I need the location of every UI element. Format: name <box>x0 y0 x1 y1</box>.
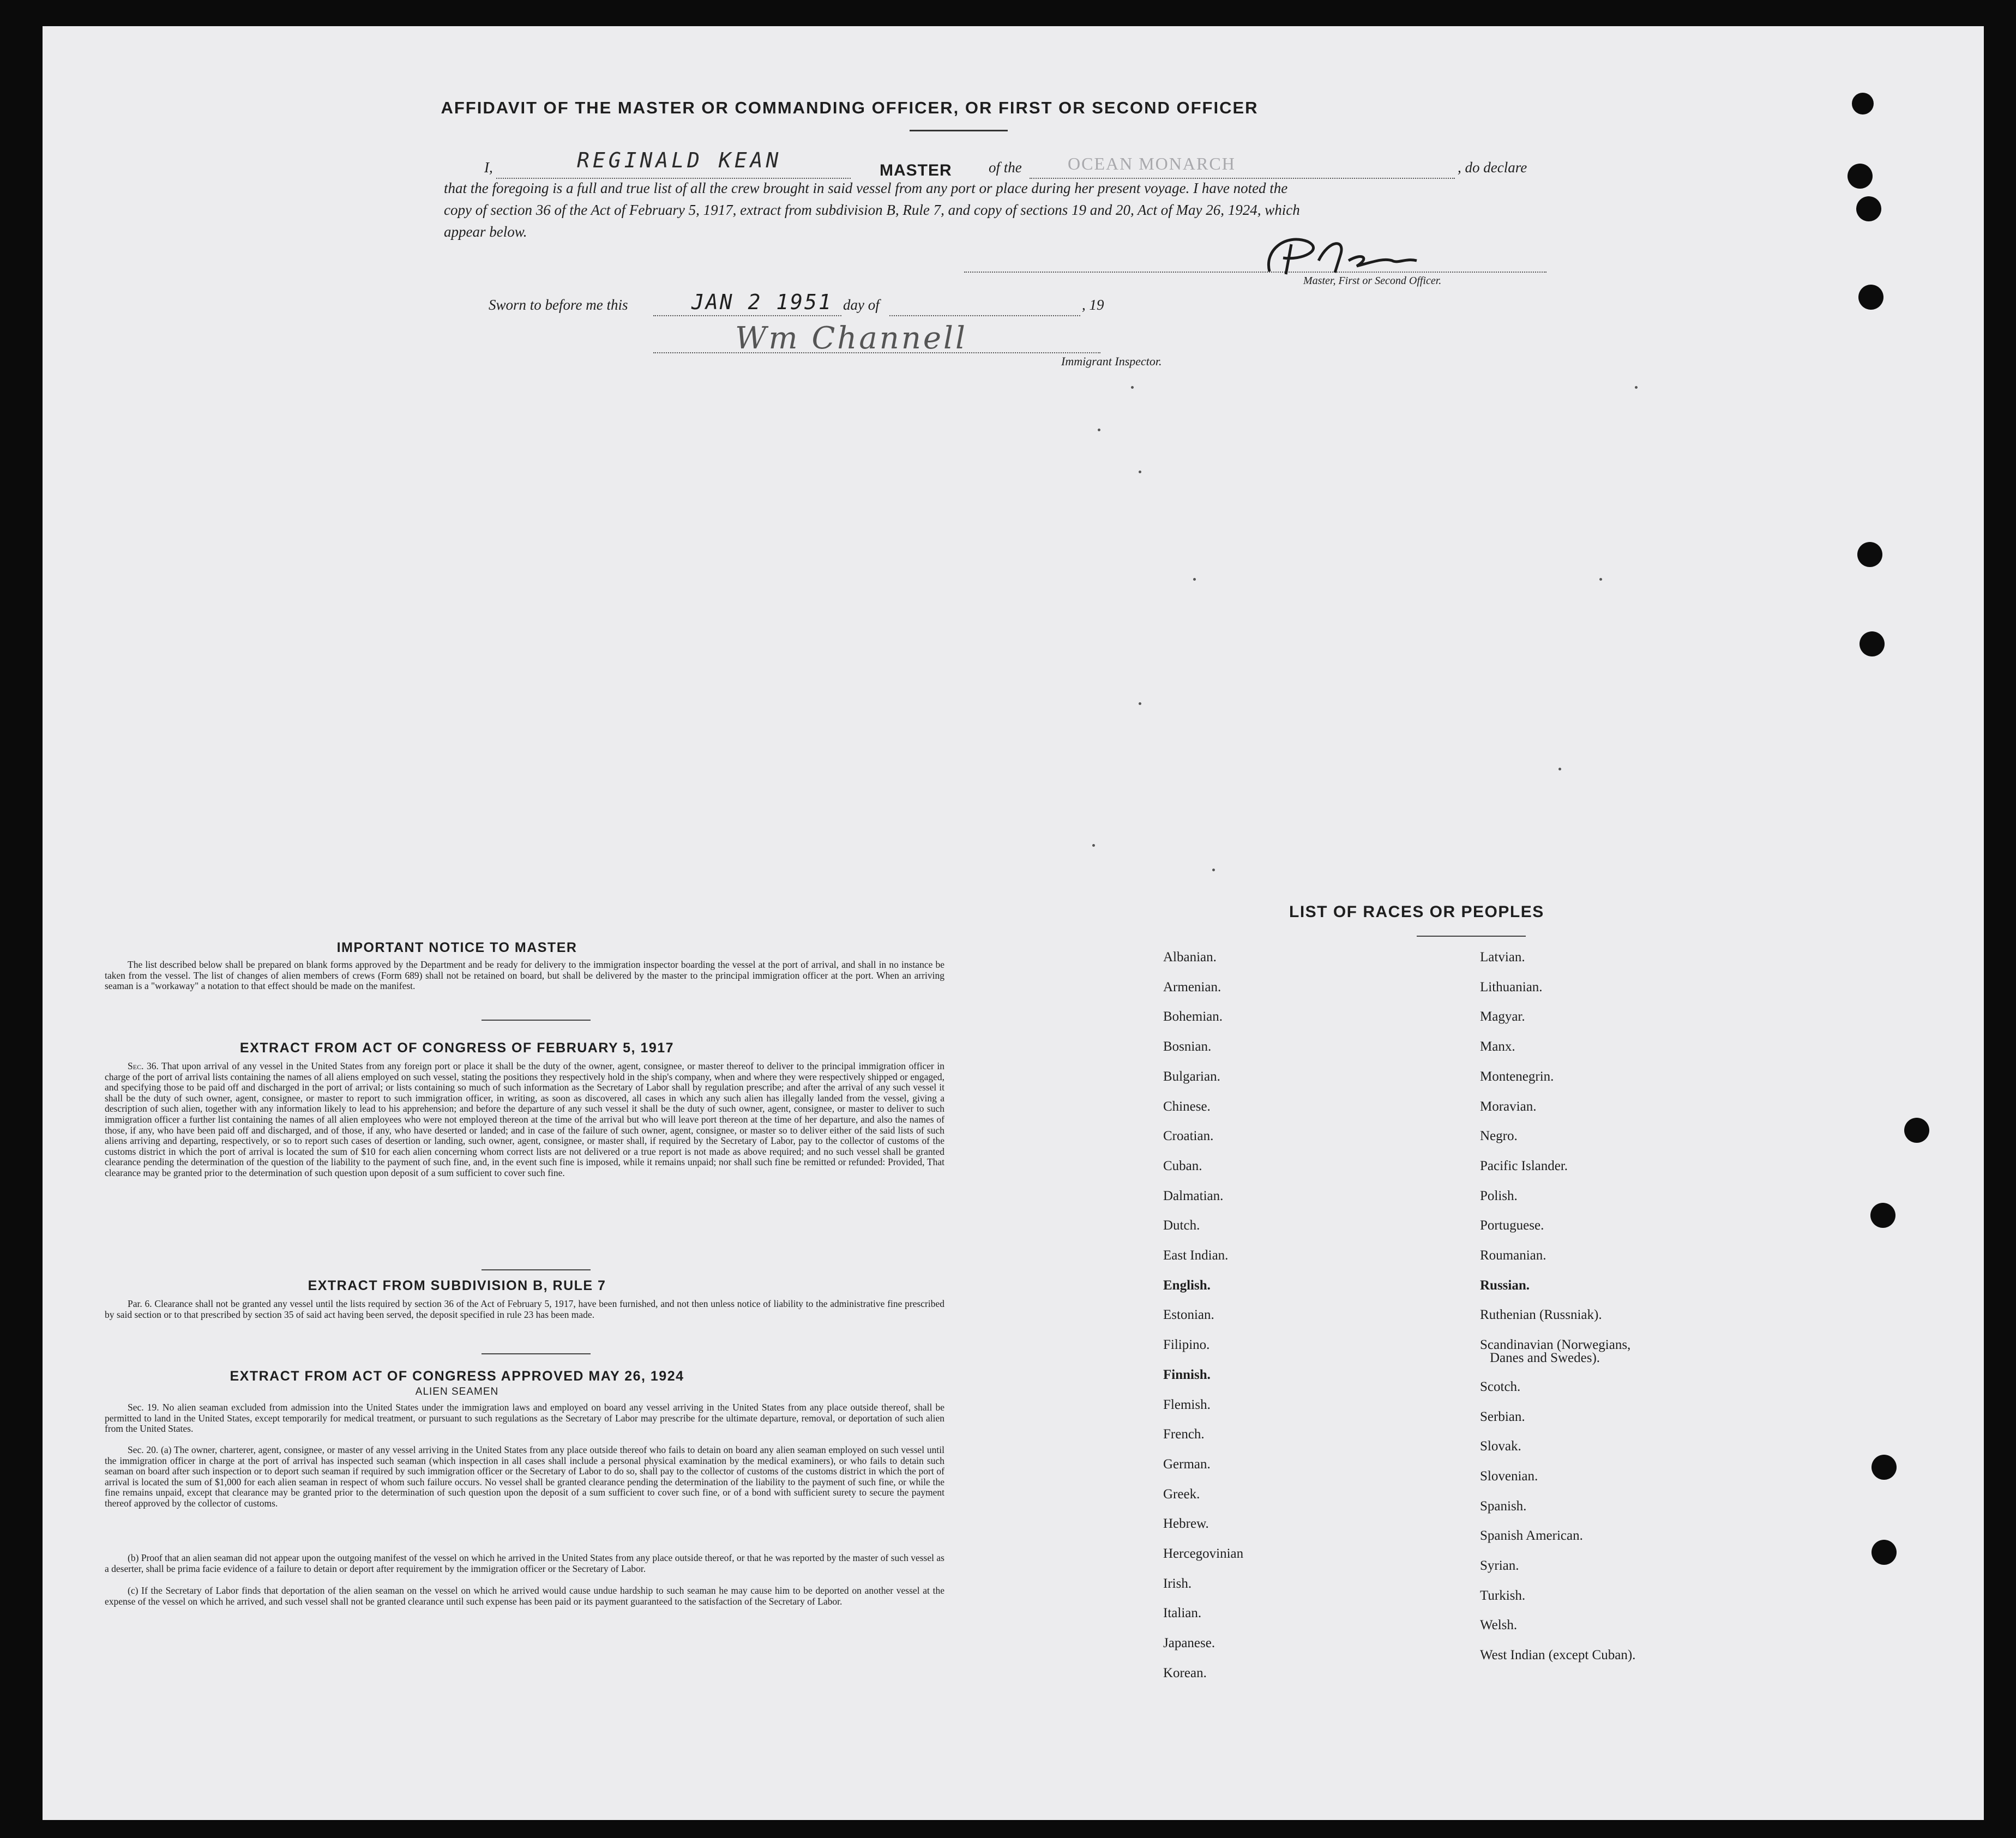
officer-name: REGINALD KEAN <box>577 148 782 172</box>
race-item: Lithuanian. <box>1480 980 1543 995</box>
notice-text: The list described below shall be prepared on blank forms approved by the Department and be ready for delivery to the immigration inspector boarding the vessel at the port of arrival, and shall in no instance be taken from the vessel. The list of changes of alien members of crews (Form 689) shall not be retained on board, but shall be delivered by the master to the principal immigration officer at the port. When an arriving seaman is a "workaway" a notation to that effect should be made on the manifest. <box>105 959 944 992</box>
race-item: Roumanian. <box>1480 1248 1546 1263</box>
race-item: Filipino. <box>1163 1337 1210 1352</box>
race-item: Turkish. <box>1480 1588 1526 1603</box>
do-declare-label: , do declare <box>1458 159 1527 176</box>
rule7-text: Par. 6. Clearance shall not be granted any vessel until the lists required by section 36 of the Act of February 5, 1917, have been furnished, and not then unless notice of liability to the administrative fine prescribed by said section or to that prescribed by section 35 of said act having been served, the deposit specified in rule 23 has been made. <box>105 1298 944 1320</box>
race-item: Croatian. <box>1163 1129 1214 1143</box>
year-prefix: , 19 <box>1082 297 1104 313</box>
race-item: East Indian. <box>1163 1248 1229 1263</box>
race-item: Manx. <box>1480 1039 1515 1054</box>
notice-heading: IMPORTANT NOTICE TO MASTER <box>336 940 577 955</box>
vessel-blank <box>1030 178 1455 179</box>
punch-hole <box>1871 1540 1897 1565</box>
race-item: Magyar. <box>1480 1009 1525 1024</box>
rule7-heading: EXTRACT FROM SUBDIVISION B, RULE 7 <box>308 1278 606 1293</box>
race-item: Estonian. <box>1163 1307 1214 1322</box>
race-item: Cuban. <box>1163 1159 1202 1173</box>
race-scandinavian-continued: Danes and Swedes). <box>1490 1351 1600 1365</box>
race-item: Chinese. <box>1163 1099 1211 1114</box>
race-item: Dalmatian. <box>1163 1189 1224 1203</box>
extract-1917-heading: EXTRACT FROM ACT OF CONGRESS OF FEBRUARY 5, 1917 <box>239 1040 675 1056</box>
race-item: Welsh. <box>1480 1618 1518 1632</box>
declaration-line-3: copy of section 36 of the Act of February 5, 1917, extract from subdivision B, Rule 7, and copy of sections 19 and 20, Act of May 26, 1924, which <box>444 202 1300 218</box>
document-page <box>43 26 1984 1820</box>
race-item: Pacific Islander. <box>1480 1159 1568 1173</box>
race-item: Scandinavian (Norwegians, <box>1480 1337 1631 1352</box>
race-item: Japanese. <box>1163 1636 1215 1650</box>
race-item: Hebrew. <box>1163 1516 1209 1531</box>
punch-hole <box>1904 1118 1929 1143</box>
signer-caption: Master, First or Second Officer. <box>1303 275 1442 287</box>
day-blank <box>653 315 841 316</box>
race-item: West Indian (except Cuban). <box>1480 1648 1636 1662</box>
race-item: Russian. <box>1480 1278 1530 1293</box>
sec-36-label: Sec. 36. <box>128 1060 159 1071</box>
sec-19-text: Sec. 19. No alien seaman excluded from admission into the United States under the immigration laws and employed on board any vessel arriving in the United States from any place outside thereof, shall be permitted to land in the United States, except temporarily for medical treatment, or pursuant to such regulations as the Secretary of Labor may prescribe for the ultimate departure, removal, or deportation of such alien from the United States. <box>105 1402 944 1435</box>
races-divider <box>1417 936 1526 937</box>
race-item: Portuguese. <box>1480 1218 1544 1233</box>
declaration-line-4: appear below. <box>444 224 527 240</box>
race-item: Scotch. <box>1480 1379 1521 1394</box>
of-the-label: of the <box>989 159 1022 176</box>
master-signature-mark <box>1253 228 1428 282</box>
punch-hole <box>1871 1455 1897 1480</box>
name-blank <box>496 178 851 179</box>
race-item: Irish. <box>1163 1576 1192 1591</box>
punch-hole <box>1857 542 1882 567</box>
sec-20c-text: (c) If the Secretary of Labor finds that deportation of the alien seaman on the vessel on which he arrived would cause undue hardship to such seaman he may cause him to be deported on another vessel at the expense of the vessel on which he arrived, and such vessel shall not be granted clearance until such expense has been paid or its payment guaranteed to the satisfaction of the Secretary of Labor. <box>105 1585 944 1607</box>
race-item: Armenian. <box>1163 980 1221 995</box>
race-item: Latvian. <box>1480 950 1525 965</box>
race-item: Hercegovinian <box>1163 1546 1244 1561</box>
race-item: Flemish. <box>1163 1397 1211 1412</box>
race-item: English. <box>1163 1278 1211 1293</box>
punch-hole <box>1858 285 1883 310</box>
month-blank <box>889 315 1080 316</box>
race-item: Ruthenian (Russniak). <box>1480 1307 1602 1322</box>
extract-1924-heading: EXTRACT FROM ACT OF CONGRESS APPROVED MAY 26, 1924 <box>230 1369 684 1384</box>
sworn-date: JAN 2 1951 <box>691 290 833 314</box>
notice-divider <box>482 1020 591 1021</box>
race-item: Spanish American. <box>1480 1528 1583 1543</box>
sec-36-body: That upon arrival of any vessel in the United States from any foreign port or place it shall be the duty of the owner, agent, consignee, or master thereof to deliver to the principal immigration officer in charge of the port of arrival lists containing the names of all aliens employed on such vessel, stating the positions they respectively hold in the ship's company, when and where they were respectively shipped or engaged, and specifying those to be paid off and discharged in the port of arrival; or lists containing so much of such information as the Secretary of Labor shall by regulation prescribe; and after the arrival of any such vessel it shall be the duty of such owner, agent, consignee, or master to report to such immigration officer, in writing, as soon as discovered, all cases in which any such alien has illegally landed from the vessel, giving a description of such alien, together with any information likely to lead to his apprehension; and before the departure of any such vessel it shall be the duty of such owner, agent, consignee, or master to deliver to such immigration officer a further list containing the names of all alien employees who were not employed thereon at the time of the arrival but who will leave port thereon at the time of her departure, and also the names of those, if any, who have been paid off and discharged, and of those, if any, who have deserted or landed; and in case of the failure of such owner, agent, consignee, or master so to deliver either of the said lists of such aliens arriving and departing, respectively, or so to report such cases of desertion or landing, such owner, agent, consignee, or master shall, if required by the Secretary of Labor, pay to the collector of customs of the customs district in which the port of arrival is located the sum of $10 for each alien concerning whom correct lists are not delivered or a true report is not made as above required; and no such vessel shall be granted clearance pending the determination of the question of the liability to the payment of such fine, and, in the event such fine is imposed, while it remains unpaid; nor shall such fine be remitted or refunded: Provided, That clearance may be granted prior to the determination of such question upon deposit of a sum sufficient to cover such fine. <box>105 1060 944 1178</box>
punch-hole <box>1870 1203 1895 1228</box>
extract-1917-divider <box>482 1269 591 1270</box>
race-item: Slovak. <box>1480 1439 1521 1454</box>
inspector-signature: Wm Channell <box>735 321 967 356</box>
race-item: Slovenian. <box>1480 1469 1538 1484</box>
punch-hole <box>1856 196 1881 221</box>
punch-hole <box>1859 631 1885 656</box>
race-item: Serbian. <box>1480 1409 1525 1424</box>
punch-hole <box>1848 164 1873 189</box>
extract-1917-text <box>105 1061 944 1179</box>
race-item: Greek. <box>1163 1487 1200 1502</box>
vessel-name: OCEAN MONARCH <box>1068 154 1236 173</box>
day-of-label: day of <box>843 297 880 313</box>
race-item: Syrian. <box>1480 1558 1519 1573</box>
race-item: Bosnian. <box>1163 1039 1212 1054</box>
rule7-divider <box>482 1353 591 1354</box>
race-item: Moravian. <box>1480 1099 1537 1114</box>
race-item: German. <box>1163 1457 1211 1472</box>
race-item: Italian. <box>1163 1606 1202 1620</box>
race-item: Dutch. <box>1163 1218 1200 1233</box>
race-item: Polish. <box>1480 1189 1518 1203</box>
inspector-caption: Immigrant Inspector. <box>1061 354 1162 368</box>
race-item: Finnish. <box>1163 1367 1211 1382</box>
race-item: Montenegrin. <box>1480 1069 1554 1084</box>
race-item: French. <box>1163 1427 1205 1442</box>
race-item: Bulgarian. <box>1163 1069 1220 1084</box>
declaration-line-1 <box>484 148 1542 181</box>
sworn-prefix: Sworn to before me this <box>489 297 628 313</box>
alien-seamen-subheading: ALIEN SEAMEN <box>415 1386 499 1397</box>
race-item: Spanish. <box>1480 1499 1527 1514</box>
race-item: Negro. <box>1480 1129 1518 1143</box>
sec-20b-text: (b) Proof that an alien seaman did not appear upon the outgoing manifest of the vessel on which he arrived in the United States from any place outside thereof, or that he was reported by the master of such vessel as a deserter, shall be prima facie evidence of a failure to detain or deport after requirement by the immigration officer or the Secretary of Labor. <box>105 1552 944 1574</box>
races-title: LIST OF RACES OR PEOPLES <box>1289 903 1544 921</box>
title-divider <box>910 130 1008 131</box>
officer-rank: MASTER <box>880 161 952 179</box>
line1-prefix: I, <box>484 159 493 176</box>
sec-20a-text: Sec. 20. (a) The owner, charterer, agent, consignee, or master of any vessel arriving in the United States from any place outside thereof who fails to detain on board any alien seaman employed on such vessel until the immigration officer in charge at the port of arrival has inspected such seaman (which inspection in all cases shall include a personal physical examination by the medical examiners), or who fails to detain such seaman on board after such inspection or to deport such seaman if required by such immigration officer or the Secretary of Labor to do so, shall pay to the collector of customs of the customs district in which the port of arrival is located the sum of $1,000 for each alien seaman in respect of whom such failure occurs. No vessel shall be granted clearance pending the determination of the liability to the payment of such fine, or while the fine remains unpaid, except that clearance may be granted prior to the determination of such question upon the deposit of a sum sufficient to cover such fine, or of a bond with sufficient surety to secure the payment thereof approved by the collector of customs. <box>105 1444 944 1509</box>
race-item: Korean. <box>1163 1666 1207 1680</box>
affidavit-title: AFFIDAVIT OF THE MASTER OR COMMANDING OFFICER, OR FIRST OR SECOND OFFICER <box>441 98 1259 117</box>
race-item: Albanian. <box>1163 950 1217 965</box>
punch-hole <box>1852 93 1874 115</box>
declaration-line-2: that the foregoing is a full and true list of all the crew brought in said vessel from any port or place during her present voyage. I have noted the <box>444 180 1288 196</box>
sworn-line <box>489 290 1197 318</box>
race-item: Bohemian. <box>1163 1009 1223 1024</box>
